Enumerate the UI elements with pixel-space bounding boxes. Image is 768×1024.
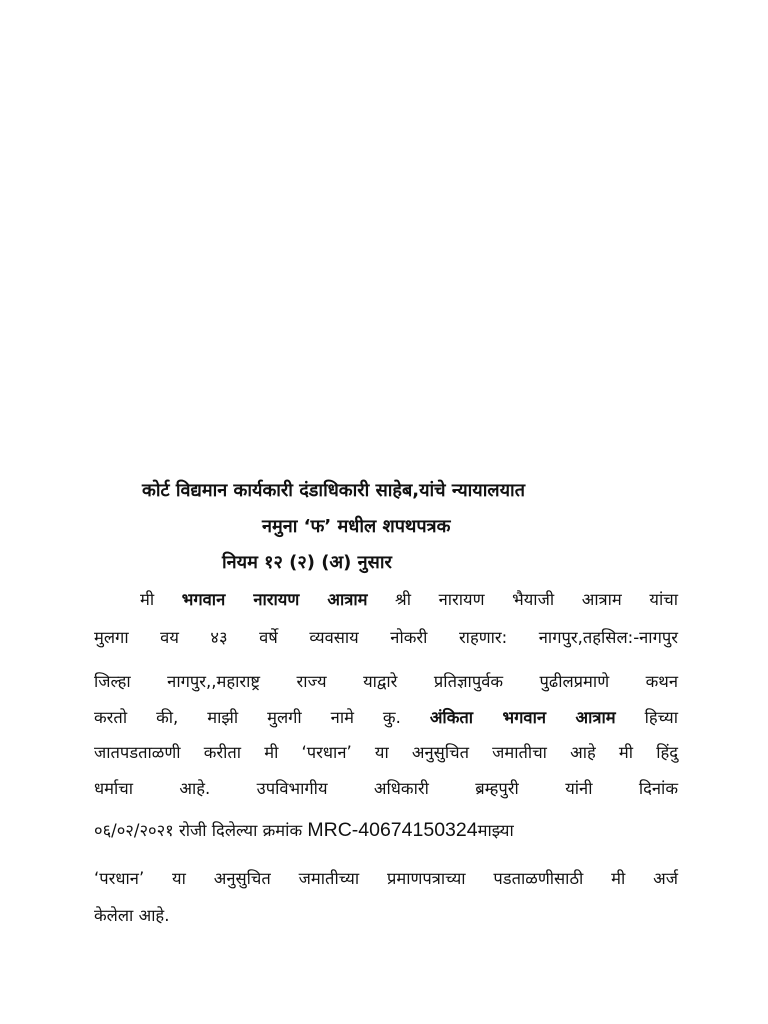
applicant-name: भगवान नारायण आत्राम — [181, 590, 368, 609]
court-heading: कोर्ट विद्यमान कार्यकारी दंडाधिकारी साहेब,यांचे न्यायालयात — [142, 480, 525, 501]
body-text: ०६/०२/२०२१ रोजी दिलेल्या क्रमांक — [94, 821, 308, 840]
rule-heading: नियम १२ (२) (अ) नुसार — [222, 552, 392, 573]
body-line-9: केलेला आहे. — [94, 906, 170, 925]
body-line-4 — [94, 705, 678, 728]
body-line-3: जिल्हा नागपुर,,महाराष्ट्र राज्य याद्वारे प्रतिज्ञापुर्वक पुढीलप्रमाणे कथन — [94, 672, 678, 691]
body-text: श्री नारायण भैयाजी आत्राम यांचा — [367, 590, 678, 609]
body-text: माझ्या — [477, 821, 514, 840]
body-text: करतो की, माझी मुलगी नामे कु. — [94, 708, 430, 727]
daughter-name: अंकिता भगवान आत्राम — [429, 708, 616, 727]
body-line-2: मुलगा वय ४३ वर्षे व्यवसाय नोकरी राहणार: नागपुर,तहसिल:-नागपुर — [94, 628, 678, 647]
body-text: हिच्या — [615, 708, 678, 727]
body-line-7 — [94, 818, 678, 842]
body-line-5: जातपडताळणी करीता मी ‘परधान’ या अनुसुचित जमातीचा आहे मी हिंदु — [94, 743, 678, 762]
form-heading: नमुना ‘फ’ मधील शपथपत्रक — [262, 516, 451, 537]
body-line-6: धर्माचा आहे. उपविभागीय अधिकारी ब्रम्हपुरी यांनी दिनांक — [94, 779, 678, 798]
body-line-1 — [140, 587, 678, 610]
certificate-number: MRC-40674150324 — [307, 819, 478, 841]
body-text: मी — [140, 590, 182, 609]
body-line-8: ‘परधान’ या अनुसुचित जमातीच्या प्रमाणपत्राच्या पडताळणीसाठी मी अर्ज — [94, 869, 678, 888]
